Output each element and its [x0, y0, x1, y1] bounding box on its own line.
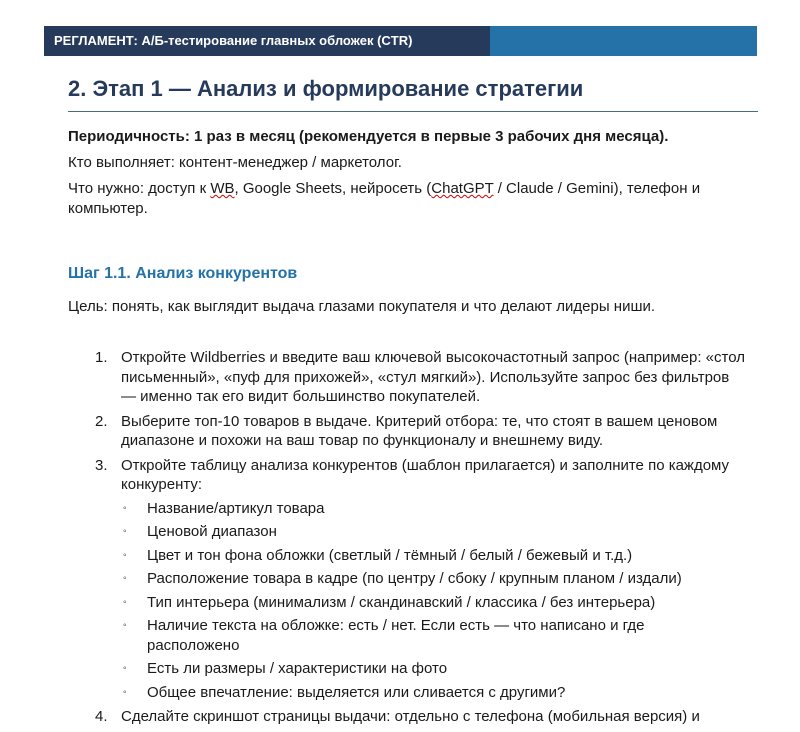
document-header [44, 26, 757, 56]
bullet-icon: ◦ [123, 686, 127, 698]
sub-item-text: Название/артикул товара [147, 499, 325, 517]
list-item [68, 707, 748, 727]
step-title: Шаг 1.1. Анализ конкурентов [68, 265, 298, 282]
sub-item [121, 616, 748, 655]
sub-list [121, 499, 748, 703]
sub-item-text: Тип интерьера (минимализм / скандинавский / классика / без интерьера) [147, 593, 656, 611]
requirements [68, 179, 728, 219]
sub-item [121, 683, 748, 703]
item-number: 2. [95, 412, 108, 430]
item-number: 4. [95, 708, 108, 725]
sub-item [121, 499, 748, 519]
bullet-icon: ◦ [123, 573, 127, 584]
periodicity [68, 127, 748, 147]
periodicity-value: 1 раз в месяц (рекомендуется в первые 3 рабочих дня месяца). [189, 128, 669, 145]
bullet-icon: ◦ [123, 502, 127, 514]
item-text: Откройте Wildberries и введите ваш ключевой высокочастотный запрос (например: «стол письменный», «пуф для прихожей», «стул мягкий»). Используйте запрос без фильтров — именно так его видит большинство покупателей. [121, 349, 745, 405]
section-title: 2. Этап 1 — Анализ и формирование стратегии [68, 76, 584, 101]
item-text: Сделайте скриншот страницы выдачи: отдельно с телефона (мобильная версия) и [121, 708, 700, 725]
req-text: Что нужно: доступ к [68, 180, 211, 197]
req-text: , Google Sheets, нейросеть ( [234, 180, 432, 197]
sub-item-text: Расположение товара в кадре (по центру / сбоку / крупным планом / издали) [147, 570, 682, 587]
bullet-icon: ◦ [123, 549, 127, 561]
sub-item-text: Общее впечатление: выделяется или сливается с другими? [147, 683, 566, 701]
goal: Цель: понять, как выглядит выдача глазами покупателя и что делают лидеры ниши. [68, 298, 656, 315]
section-divider [68, 111, 758, 112]
sub-item [121, 546, 748, 566]
header-title: РЕГЛАМЕНТ: А/Б-тестирование главных обложек (CTR) [44, 26, 490, 56]
bullet-icon: ◦ [123, 596, 127, 608]
list-item [68, 348, 748, 407]
sub-item-text: Наличие текста на обложке: есть / нет. Если есть — что написано и где расположено [147, 617, 645, 654]
sub-item [121, 569, 748, 589]
req-chatgpt: ChatGPT [431, 180, 494, 197]
sub-item [121, 659, 748, 679]
item-text: Выберите топ-10 товаров в выдаче. Критерий отбора: те, что стоят в вашем ценовом диапазоне и похожи на ваш товар по функционалу и внешнему виду. [121, 412, 718, 449]
item-number: 1. [95, 349, 108, 366]
bullet-icon: ◦ [123, 663, 127, 674]
sub-item-text: Цвет и тон фона обложки (светлый / тёмный / белый / бежевый и т.д.) [147, 546, 633, 564]
item-text: Откройте таблицу анализа конкурентов (шаблон прилагается) и заполните по каждому конкуренту: [121, 456, 730, 493]
bullet-icon: ◦ [123, 620, 127, 631]
sub-item [121, 593, 748, 613]
sub-item-text: Есть ли размеры / характеристики на фото [147, 660, 448, 677]
list-item [68, 412, 748, 451]
bullet-icon: ◦ [123, 526, 127, 537]
who-performs: Кто выполняет: контент-менеджер / маркетолог. [68, 154, 402, 171]
periodicity-label: Периодичность: [68, 128, 190, 145]
req-wb: WB [210, 180, 235, 197]
sub-item-text: Ценовой диапазон [147, 523, 277, 540]
req-text: / Claude / Gemini), телефон и компьютер. [68, 180, 701, 217]
steps-list [68, 348, 748, 732]
list-item [68, 456, 748, 703]
sub-item [121, 522, 748, 542]
header-accent [490, 26, 757, 56]
item-number: 3. [95, 456, 108, 474]
